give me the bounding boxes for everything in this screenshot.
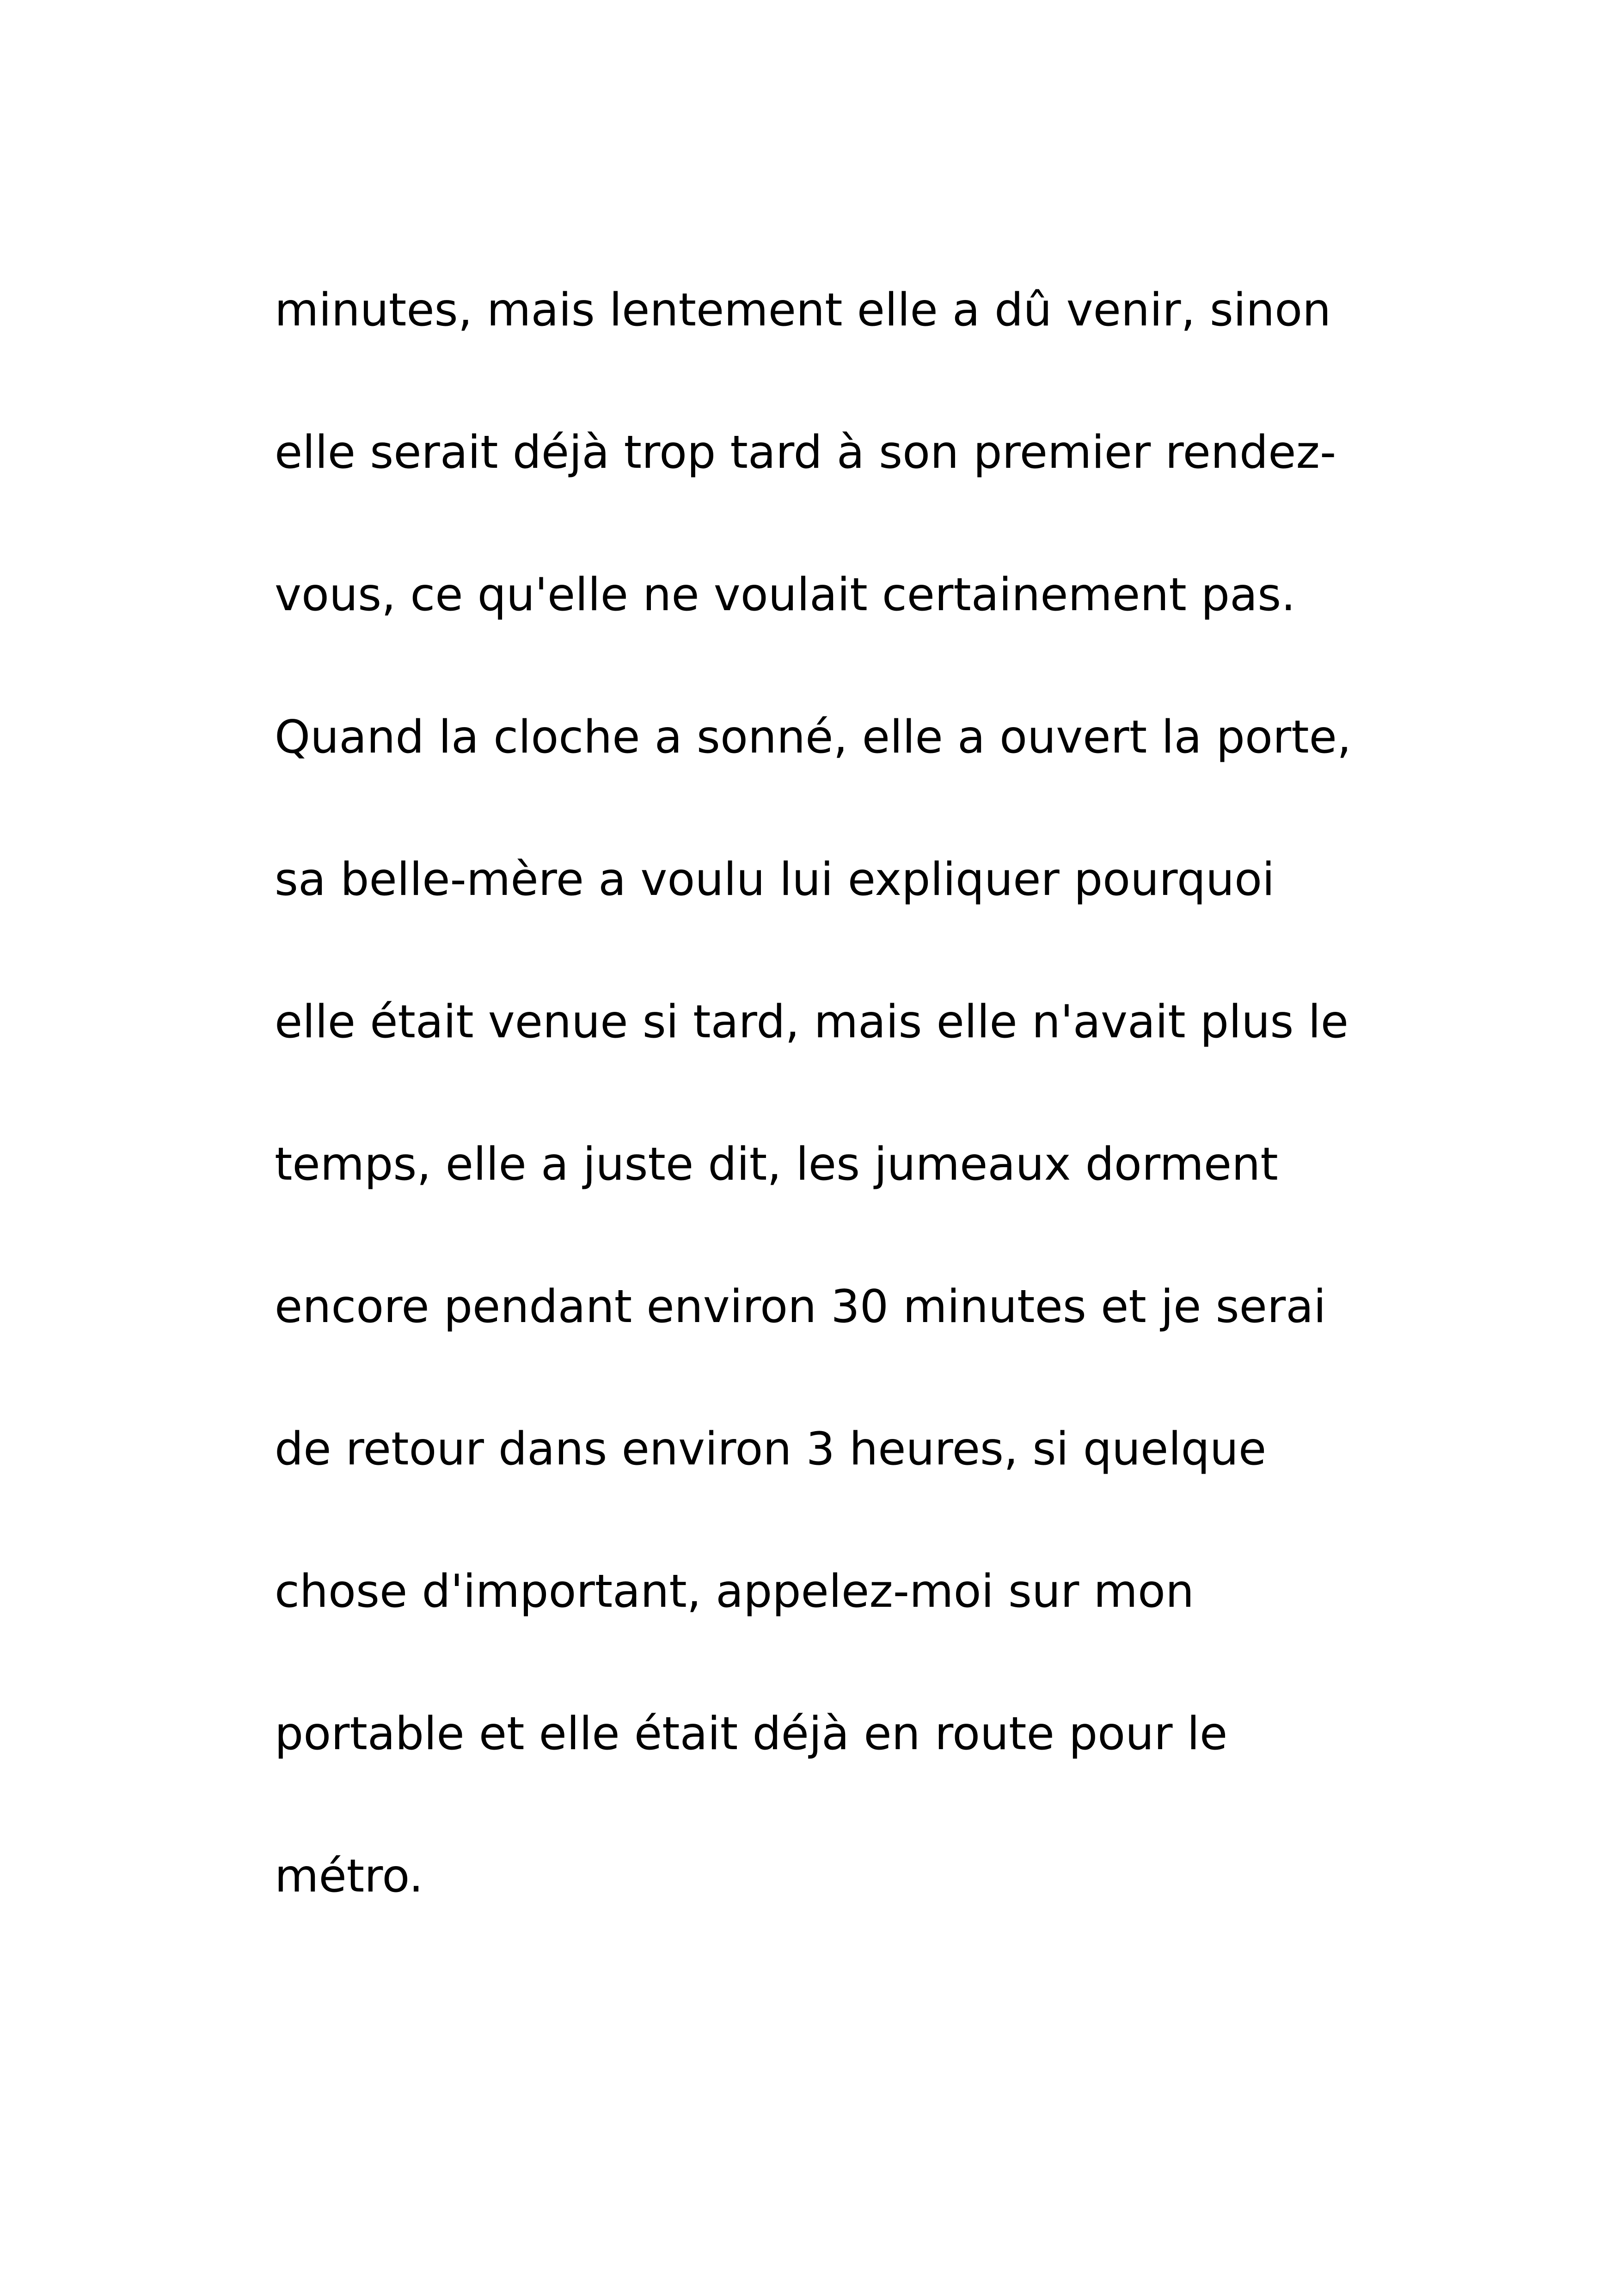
text-line: métro. [275,1850,423,1903]
text-line: chose d'important, appelez-moi sur mon [275,1565,1195,1618]
text-line: temps, elle a juste dit, les jumeaux dorment [275,1138,1278,1191]
text-line: de retour dans environ 3 heures, si quelque [275,1423,1267,1476]
text-line: sa belle-mère a voulu lui expliquer pourquoi [275,853,1275,906]
text-line: elle était venue si tard, mais elle n'avait plus le [275,996,1349,1048]
text-line: vous, ce qu'elle ne voulait certainement pas. [275,569,1296,621]
text-line: Quand la cloche a sonné, elle a ouvert la porte, [275,711,1352,764]
text-line: portable et elle était déjà en route pour le [275,1708,1228,1760]
text-line: minutes, mais lentement elle a dû venir, sinon [275,284,1331,337]
text-line: encore pendant environ 30 minutes et je serai [275,1280,1326,1333]
text-line: elle serait déjà trop tard à son premier rendez- [275,426,1336,479]
